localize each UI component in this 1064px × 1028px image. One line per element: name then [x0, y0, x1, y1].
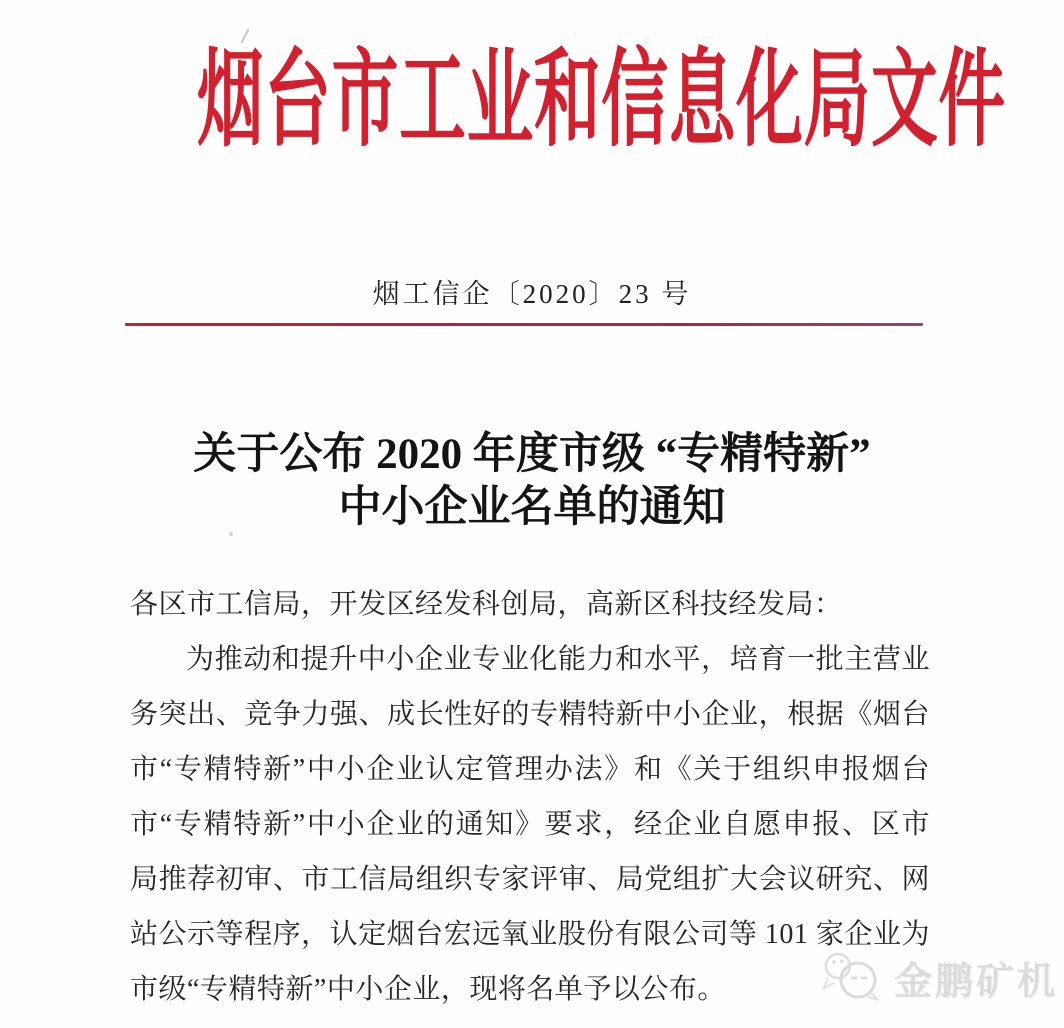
document-body: [130, 577, 930, 1017]
body-line: 为推动和提升中小企业专业化能力和水平，培育一批主营业: [186, 644, 930, 675]
agency-header-banner: 烟台市工业和信息化局文件: [196, 42, 1006, 159]
body-line-last: 市级“专精特新”中小企业，现将名单予以公布。: [130, 974, 726, 1005]
red-divider-line: [125, 323, 923, 326]
salutation-line: 各区市工信局，开发区经发科创局，高新区科技经发局：: [130, 589, 843, 620]
body-line: 市“专精特新”中小企业的通知》要求，经企业自愿申报、区市: [130, 809, 930, 840]
body-line: 务突出、竞争力强、成长性好的专精特新中小企业，根据《烟台: [130, 699, 930, 730]
body-line: 局推荐初审、市工信局组织专家评审、局党组扩大会议研究、网: [130, 864, 930, 895]
document-title-line-1: 关于公布 2020 年度市级 “专精特新”: [193, 431, 871, 478]
document-number: 烟工信企〔2020〕23 号: [372, 279, 692, 309]
document-title: [0, 428, 1064, 534]
jinpeng-logo-icon: [820, 948, 886, 1006]
watermark: [820, 948, 1058, 1006]
document-title-line-2: 中小企业名单的通知: [338, 484, 726, 531]
body-line: 市“专精特新”中小企业认定管理办法》和《关于组织申报烟台: [130, 754, 930, 785]
watermark-text: 金鹏矿机: [893, 960, 1058, 1003]
body-line: 站公示等程序，认定烟台宏远氧业股份有限公司等 101 家企业为: [130, 919, 930, 950]
